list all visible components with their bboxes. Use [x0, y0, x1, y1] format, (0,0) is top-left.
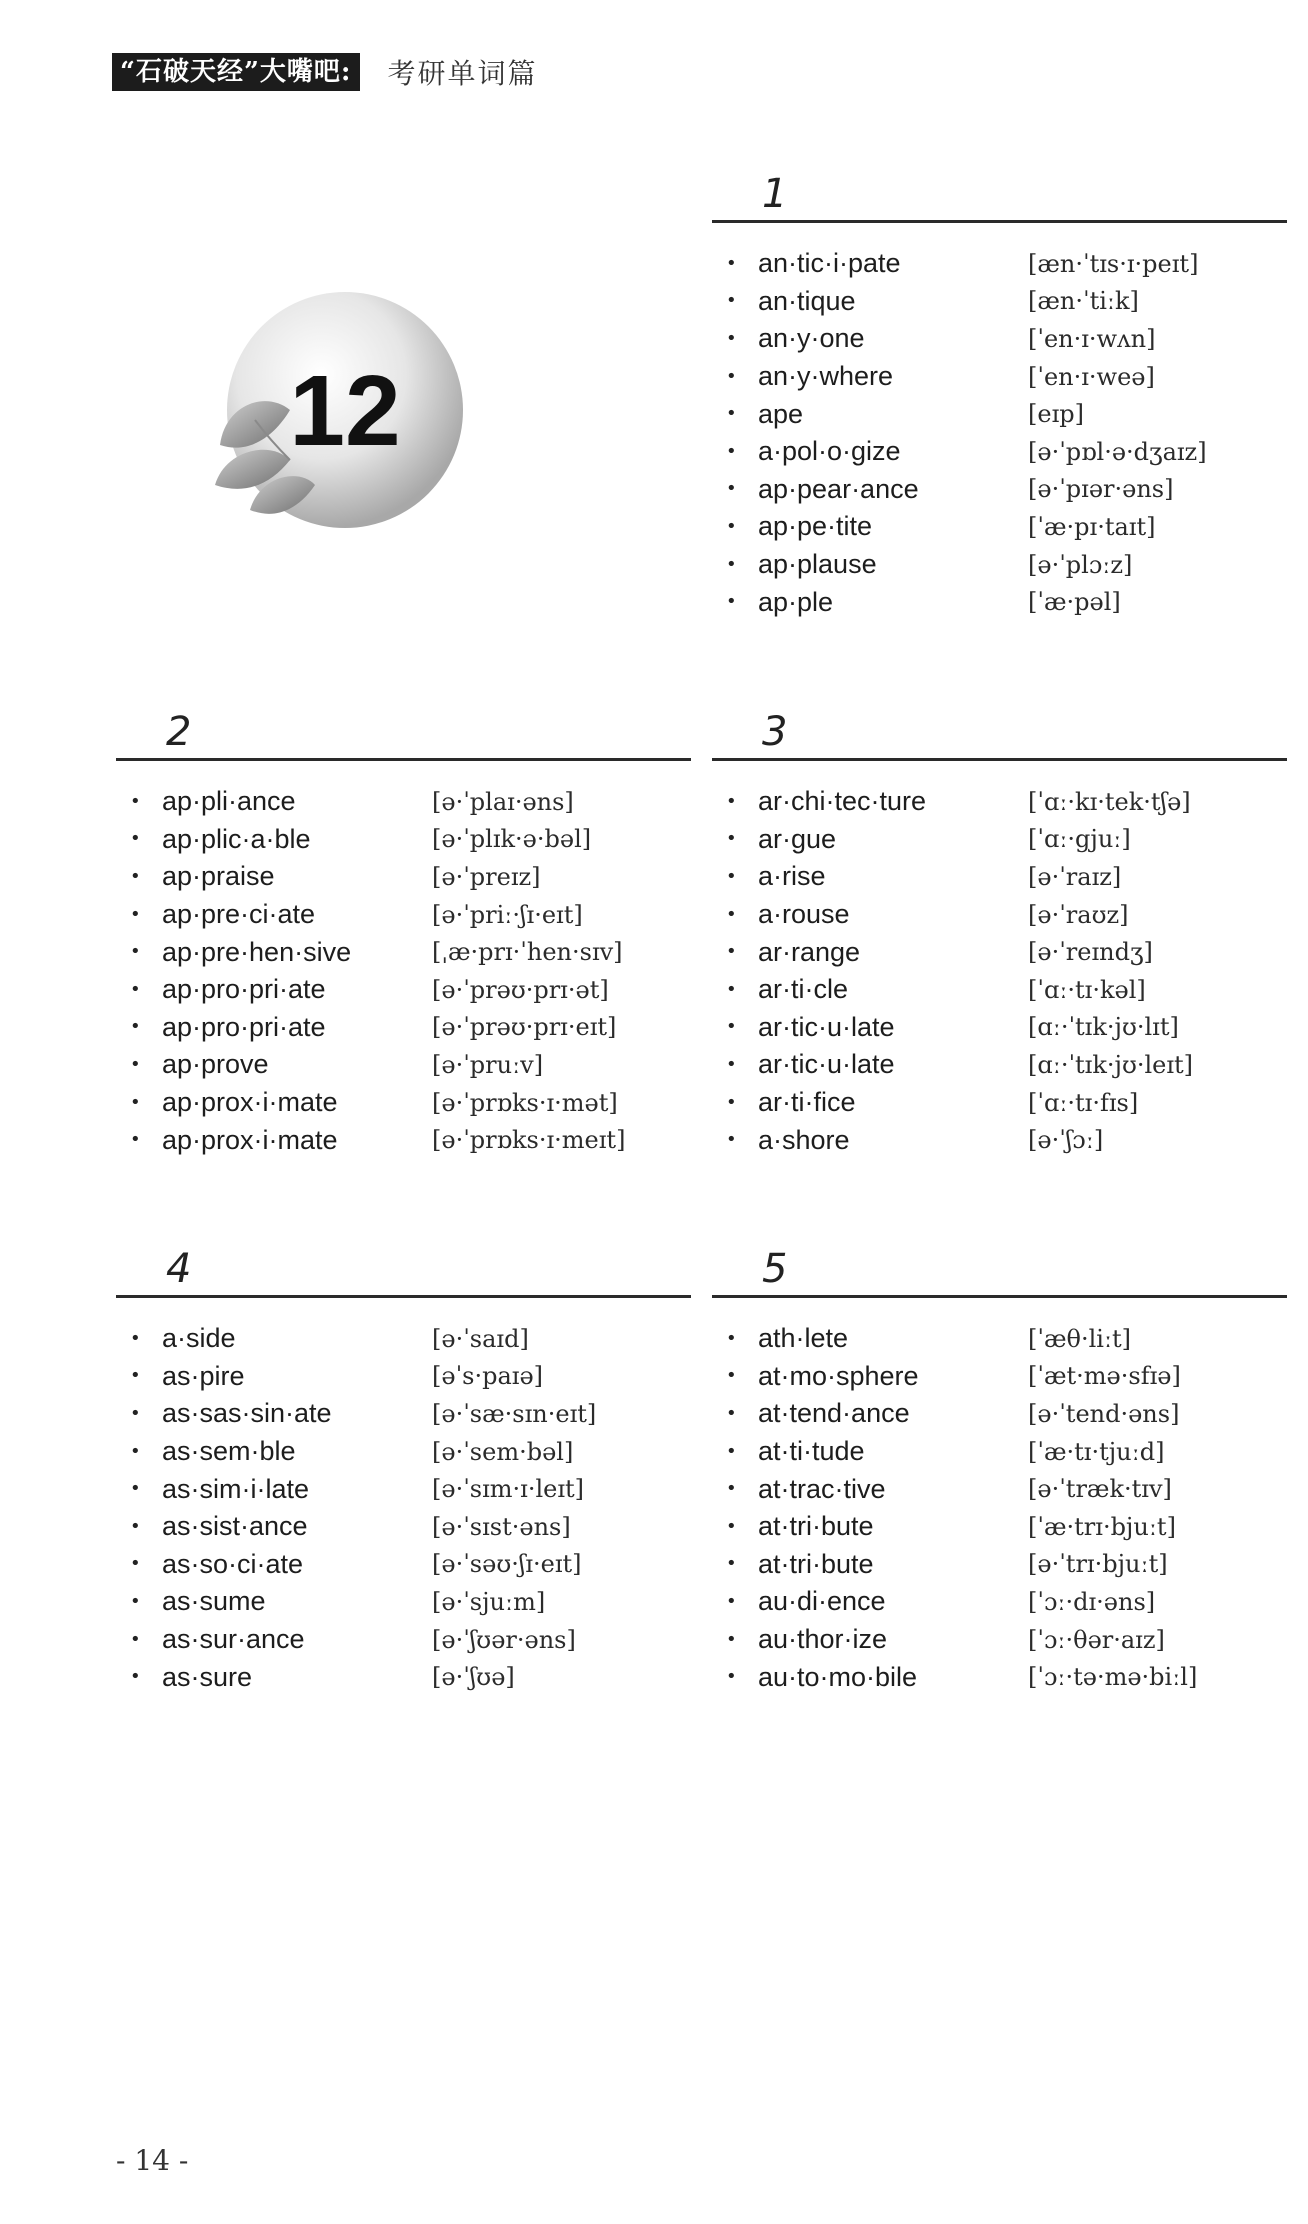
phonetic-text: [ˈɑː·kɪ·tek·tʃə] [1028, 787, 1191, 816]
phonetic-text: [ə·ˈprəʊ·prɪ·eɪt] [432, 1013, 617, 1042]
word-text: as·sim·i·late [162, 1473, 310, 1504]
bullet-icon: • [130, 828, 141, 850]
unit-number: 12 [289, 355, 401, 467]
bullet-icon: • [726, 941, 737, 963]
word-text: as·sist·ance [162, 1511, 308, 1542]
bullet-icon: • [726, 1129, 737, 1151]
bullet-icon: • [130, 1553, 141, 1575]
word-text: at·trac·tive [758, 1473, 886, 1504]
list-item [116, 1583, 691, 1621]
phonetic-text: [æn·ˈtiːk] [1028, 287, 1139, 316]
book-title: 考研单词篇 [387, 57, 538, 90]
phonetic-text: [æn·ˈtɪs·ɪ·peɪt] [1028, 249, 1199, 278]
word-text: a·shore [758, 1124, 850, 1155]
phonetic-text: [ə·ˈprɒks·ɪ·meɪt] [432, 1126, 626, 1155]
list-item [116, 1395, 691, 1433]
phonetic-text: [ə·ˈsem·bəl] [432, 1437, 574, 1466]
list-item [116, 1658, 691, 1696]
list-item [712, 896, 1287, 934]
bullet-icon: • [130, 1365, 141, 1387]
bullet-icon: • [130, 1091, 141, 1113]
phonetic-text: [ə·ˈplaɪ·əns] [432, 787, 574, 816]
bullet-icon: • [130, 1628, 141, 1650]
list-item [712, 1658, 1287, 1696]
phonetic-text: [ə·ˈsæ·sɪn·eɪt] [432, 1399, 597, 1428]
word-text: ap·pear·ance [758, 473, 919, 504]
phonetic-text: [ɑː·ˈtɪk·jʊ·lɪt] [1028, 1013, 1179, 1042]
section-number: 1 [762, 171, 788, 217]
word-text: ar·ti·fice [758, 1087, 856, 1118]
word-text: as·sem·ble [162, 1436, 296, 1467]
list-item [116, 1470, 691, 1508]
series-badge: “石破天经”大嘴吧: [112, 53, 360, 91]
list-item [712, 358, 1287, 396]
phonetic-text: [ˈæ·pəl] [1028, 588, 1121, 617]
word-text: a·pol·o·gize [758, 436, 901, 467]
phonetic-text: [əˈs·paɪə] [432, 1362, 544, 1391]
phonetic-text: [ˈæ·tɪ·tjuːd] [1028, 1437, 1165, 1466]
word-text: as·sas·sin·ate [162, 1398, 332, 1429]
bullet-icon: • [130, 978, 141, 1000]
phonetic-text: [ə·ˈpɒl·ə·dʒaɪz] [1028, 437, 1207, 466]
word-text: at·tri·bute [758, 1548, 874, 1579]
list-item [712, 971, 1287, 1009]
list-item [116, 1508, 691, 1546]
word-section-3 [712, 706, 1287, 1159]
bullet-icon: • [726, 828, 737, 850]
word-text: an·tic·i·pate [758, 248, 901, 279]
phonetic-text: [ə·ˈtræk·tɪv] [1028, 1475, 1172, 1504]
list-item [712, 933, 1287, 971]
word-text: at·mo·sphere [758, 1360, 919, 1391]
list-item [116, 971, 691, 1009]
phonetic-text: [ə·ˈprəʊ·prɪ·ət] [432, 975, 609, 1004]
bullet-icon: • [130, 1440, 141, 1462]
phonetic-text: [ə·ˈsjuːm] [432, 1587, 546, 1616]
phonetic-text: [ˈen·ɪ·weə] [1028, 362, 1155, 391]
list-item [712, 858, 1287, 896]
word-text: ap·pro·pri·ate [162, 974, 326, 1005]
bullet-icon: • [130, 941, 141, 963]
word-text: ar·ti·cle [758, 974, 849, 1005]
phonetic-text: [ə·ˈraʊz] [1028, 900, 1129, 929]
word-section-4 [116, 1243, 691, 1696]
phonetic-text: [ˈɑː·tɪ·fɪs] [1028, 1088, 1139, 1117]
section-number: 3 [762, 709, 788, 755]
word-text: ar·tic·u·late [758, 1049, 895, 1080]
section-divider [712, 758, 1287, 761]
list-item [712, 1395, 1287, 1433]
list-item [712, 1121, 1287, 1159]
bullet-icon: • [130, 1129, 141, 1151]
phonetic-text: [ə·ˈtend·əns] [1028, 1399, 1180, 1428]
bullet-icon: • [726, 1590, 737, 1612]
bullet-icon: • [726, 1327, 737, 1349]
phonetic-text: [ə·ˈplɔːz] [1028, 550, 1133, 579]
list-item [712, 1046, 1287, 1084]
list-item [116, 1009, 691, 1047]
list-item [712, 1583, 1287, 1621]
list-item [116, 858, 691, 896]
bullet-icon: • [130, 790, 141, 812]
word-text: ap·ple [758, 586, 834, 617]
bullet-icon: • [726, 1515, 737, 1537]
bullet-icon: • [726, 1478, 737, 1500]
word-section-2 [116, 706, 691, 1159]
word-text: ar·chi·tec·ture [758, 786, 927, 817]
word-text: au·thor·ize [758, 1624, 888, 1655]
phonetic-text: [ə·ˈʃʊə] [432, 1663, 515, 1692]
word-section-1 [712, 168, 1287, 621]
section-number: 5 [762, 1246, 788, 1292]
word-text: a·side [162, 1323, 236, 1354]
bullet-icon: • [726, 903, 737, 925]
list-item [712, 1084, 1287, 1122]
word-text: an·y·where [758, 361, 894, 392]
phonetic-text: [ə·ˈpruːv] [432, 1050, 544, 1079]
word-text: an·y·one [758, 323, 865, 354]
list-item [116, 1121, 691, 1159]
word-text: a·rise [758, 861, 826, 892]
phonetic-text: [ˌæ·prɪ·ˈhen·sɪv] [432, 938, 623, 967]
word-text: at·tri·bute [758, 1511, 874, 1542]
phonetic-text: [eɪp] [1028, 400, 1084, 429]
list-item [116, 1433, 691, 1471]
list-item [712, 283, 1287, 321]
phonetic-text: [ˈɔː·dɪ·əns] [1028, 1587, 1156, 1616]
bullet-icon: • [726, 978, 737, 1000]
bullet-icon: • [726, 365, 737, 387]
word-text: as·sume [162, 1586, 266, 1617]
bullet-icon: • [726, 1053, 737, 1075]
word-text: ape [758, 398, 804, 429]
word-text: ar·gue [758, 823, 837, 854]
word-text: a·rouse [758, 899, 850, 930]
bullet-icon: • [726, 515, 737, 537]
list-item [712, 320, 1287, 358]
list-item [712, 821, 1287, 859]
bullet-icon: • [726, 1628, 737, 1650]
word-text: ar·range [758, 936, 861, 967]
bullet-icon: • [726, 591, 737, 613]
word-text: ath·lete [758, 1323, 849, 1354]
phonetic-text: [ə·ˈplɪk·ə·bəl] [432, 825, 592, 854]
phonetic-text: [ə·ˈprɒks·ɪ·mət] [432, 1088, 618, 1117]
list-item [712, 1433, 1287, 1471]
phonetic-text: [ə·ˈtrɪ·bjuːt] [1028, 1550, 1168, 1579]
list-item [712, 1358, 1287, 1396]
list-item [116, 783, 691, 821]
word-list [116, 783, 691, 1159]
bullet-icon: • [130, 1402, 141, 1424]
word-text: ap·pe·tite [758, 511, 873, 542]
list-item [712, 1508, 1287, 1546]
phonetic-text: [ə·ˈraɪz] [1028, 862, 1122, 891]
list-item [712, 783, 1287, 821]
word-text: ap·prox·i·mate [162, 1124, 338, 1155]
word-text: ap·pre·hen·sive [162, 936, 352, 967]
list-item [712, 1320, 1287, 1358]
list-item [712, 395, 1287, 433]
phonetic-text: [ˈæt·mə·sfɪə] [1028, 1362, 1181, 1391]
list-item [712, 1621, 1287, 1659]
phonetic-text: [ə·ˈsɪst·əns] [432, 1512, 571, 1541]
word-section-5 [712, 1243, 1287, 1696]
section-divider [712, 1295, 1287, 1298]
phonetic-text: [ə·ˈsaɪd] [432, 1324, 529, 1353]
bullet-icon: • [130, 1478, 141, 1500]
bullet-icon: • [130, 1515, 141, 1537]
bullet-icon: • [726, 1553, 737, 1575]
bullet-icon: • [726, 790, 737, 812]
bullet-icon: • [130, 903, 141, 925]
section-number: 2 [166, 709, 192, 755]
word-text: ap·prox·i·mate [162, 1087, 338, 1118]
bullet-icon: • [726, 1016, 737, 1038]
phonetic-text: [ˈɑː·tɪ·kəl] [1028, 975, 1146, 1004]
phonetic-text: [ˈæθ·liːt] [1028, 1324, 1132, 1353]
list-item [712, 245, 1287, 283]
phonetic-text: [ˈɔː·tə·mə·biːl] [1028, 1663, 1198, 1692]
phonetic-text: [ə·ˈpreɪz] [432, 862, 541, 891]
bullet-icon: • [726, 327, 737, 349]
word-text: au·to·mo·bile [758, 1661, 918, 1692]
phonetic-text: [ˈen·ɪ·wʌn] [1028, 324, 1156, 353]
list-item [116, 821, 691, 859]
bullet-icon: • [726, 290, 737, 312]
leaf-sphere-icon [180, 270, 480, 570]
bullet-icon: • [726, 1402, 737, 1424]
phonetic-text: [ə·ˈreɪndʒ] [1028, 938, 1153, 967]
list-item [116, 1546, 691, 1584]
phonetic-text: [ˈæ·trɪ·bjuːt] [1028, 1512, 1176, 1541]
list-item [116, 1084, 691, 1122]
phonetic-text: [ə·ˈʃɔː] [1028, 1126, 1104, 1155]
list-item [712, 583, 1287, 621]
list-item [116, 933, 691, 971]
bullet-icon: • [130, 1327, 141, 1349]
word-text: as·sure [162, 1661, 253, 1692]
bullet-icon: • [726, 1440, 737, 1462]
bullet-icon: • [726, 1091, 737, 1113]
word-list [116, 1320, 691, 1696]
phonetic-text: [ə·ˈʃʊər·əns] [432, 1625, 576, 1654]
bullet-icon: • [726, 1365, 737, 1387]
list-item [116, 1320, 691, 1358]
list-item [712, 471, 1287, 509]
list-item [116, 896, 691, 934]
word-text: au·di·ence [758, 1586, 886, 1617]
word-list [712, 1320, 1287, 1696]
word-text: ap·praise [162, 861, 275, 892]
word-text: an·tique [758, 285, 856, 316]
bullet-icon: • [726, 252, 737, 274]
word-list [712, 783, 1287, 1159]
phonetic-text: [ˈɔː·θər·aɪz] [1028, 1625, 1165, 1654]
phonetic-text: [ɑː·ˈtɪk·jʊ·leɪt] [1028, 1050, 1194, 1079]
word-text: ap·pro·pri·ate [162, 1011, 326, 1042]
list-item [712, 546, 1287, 584]
page-number: - 14 - [116, 2144, 189, 2177]
bullet-icon: • [726, 440, 737, 462]
word-text: ar·tic·u·late [758, 1011, 895, 1042]
list-item [712, 508, 1287, 546]
word-text: at·ti·tude [758, 1436, 865, 1467]
section-divider [116, 758, 691, 761]
phonetic-text: [ə·ˈsəʊ·ʃɪ·eɪt] [432, 1550, 582, 1579]
bullet-icon: • [130, 1053, 141, 1075]
bullet-icon: • [130, 1016, 141, 1038]
list-item [116, 1046, 691, 1084]
word-text: ap·pli·ance [162, 786, 296, 817]
page-header [112, 52, 538, 92]
phonetic-text: [ˈæ·pɪ·taɪt] [1028, 512, 1156, 541]
list-item [116, 1621, 691, 1659]
word-text: ap·plic·a·ble [162, 823, 311, 854]
section-divider [712, 220, 1287, 223]
bullet-icon: • [726, 478, 737, 500]
list-item [712, 1009, 1287, 1047]
bullet-icon: • [130, 1666, 141, 1688]
phonetic-text: [ˈɑː·gjuː] [1028, 825, 1131, 854]
list-item [712, 433, 1287, 471]
bullet-icon: • [726, 865, 737, 887]
word-text: ap·prove [162, 1049, 269, 1080]
word-text: as·sur·ance [162, 1624, 305, 1655]
word-text: ap·pre·ci·ate [162, 899, 316, 930]
phonetic-text: [ə·ˈpɪər·əns] [1028, 475, 1174, 504]
bullet-icon: • [726, 1666, 737, 1688]
phonetic-text: [ə·ˈsɪm·ɪ·leɪt] [432, 1475, 585, 1504]
word-list [712, 245, 1287, 621]
word-text: as·so·ci·ate [162, 1548, 304, 1579]
phonetic-text: [ə·ˈpriː·ʃɪ·eɪt] [432, 900, 583, 929]
section-divider [116, 1295, 691, 1298]
list-item [712, 1546, 1287, 1584]
bullet-icon: • [726, 553, 737, 575]
list-item [116, 1358, 691, 1396]
word-text: as·pire [162, 1360, 245, 1391]
bullet-icon: • [726, 403, 737, 425]
word-text: at·tend·ance [758, 1398, 910, 1429]
word-text: ap·plause [758, 549, 877, 580]
bullet-icon: • [130, 1590, 141, 1612]
section-number: 4 [166, 1246, 192, 1292]
list-item [712, 1470, 1287, 1508]
bullet-icon: • [130, 865, 141, 887]
